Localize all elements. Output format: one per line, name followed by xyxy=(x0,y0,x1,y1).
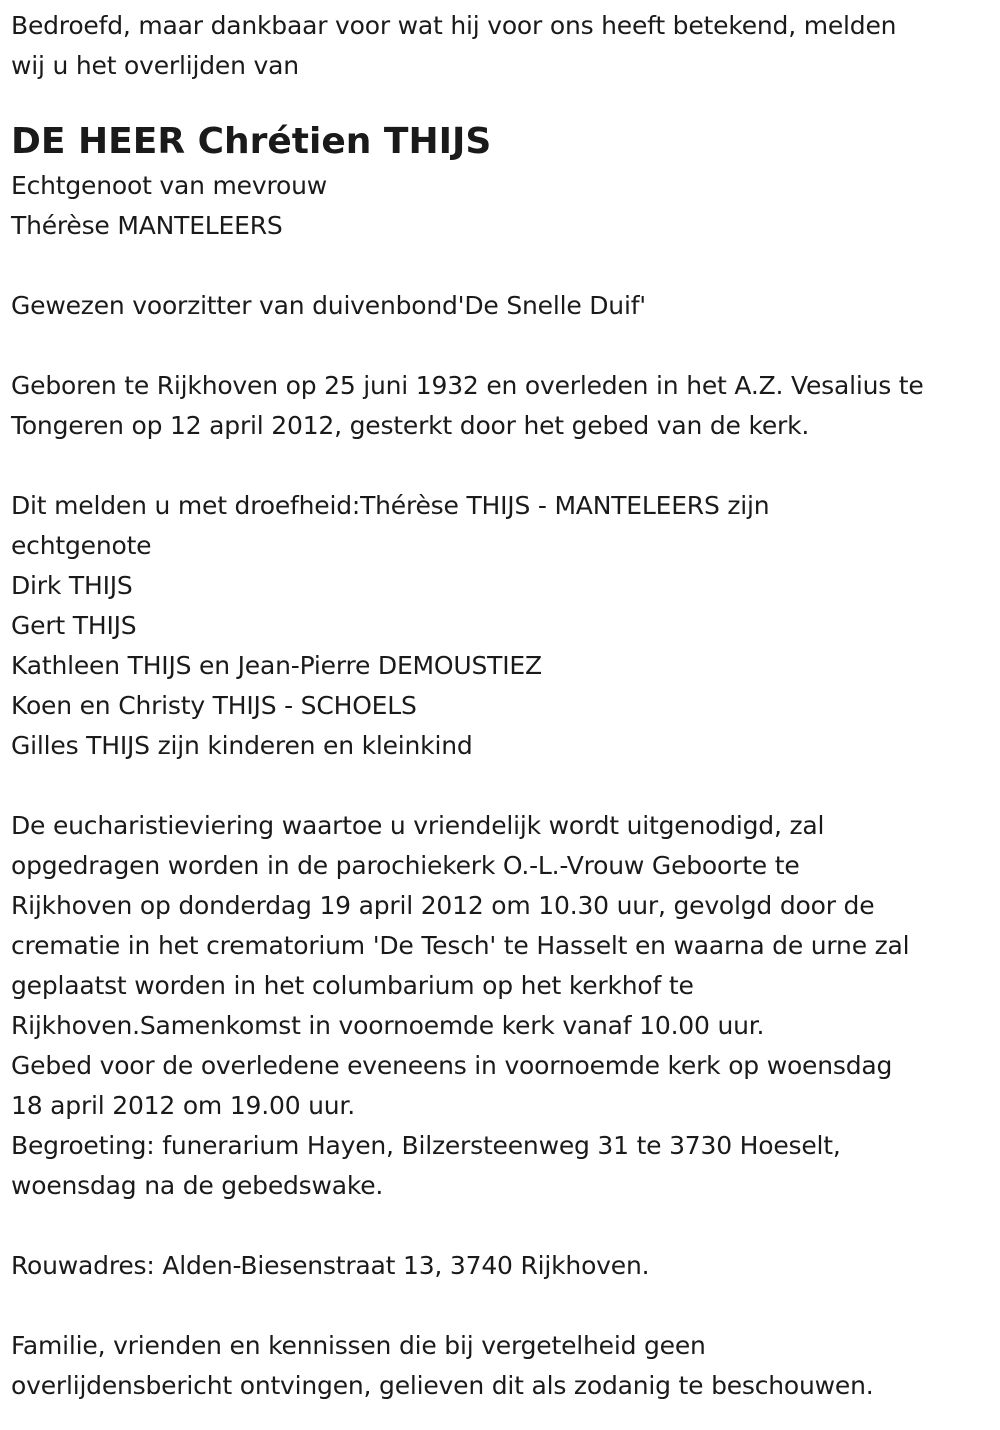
spouse-line: Thérèse MANTELEERS xyxy=(11,211,283,240)
intro-line: Bedroefd, maar dankbaar voor wat hij voor ons heeft betekend, melden xyxy=(11,11,897,40)
intro-paragraph xyxy=(11,6,990,86)
intro-line: wij u het overlijden van xyxy=(11,51,299,80)
role-paragraph xyxy=(11,286,990,326)
family-line: Gilles THIJS zijn kinderen en kleinkind xyxy=(11,731,473,760)
ceremony-line: woensdag na de gebedswake. xyxy=(11,1171,384,1200)
address-paragraph xyxy=(11,1246,990,1286)
ceremony-line: Begroeting: funerarium Hayen, Bilzersteenweg 31 te 3730 Hoeselt, xyxy=(11,1131,841,1160)
spacer xyxy=(11,1206,990,1246)
spacer xyxy=(11,246,990,286)
ceremony-paragraph xyxy=(11,806,990,1206)
ceremony-line: De eucharistieviering waartoe u vriendelijk wordt uitgenodigd, zal xyxy=(11,811,825,840)
ceremony-line: Rijkhoven.Samenkomst in voornoemde kerk vanaf 10.00 uur. xyxy=(11,1011,765,1040)
family-line: Koen en Christy THIJS - SCHOELS xyxy=(11,691,417,720)
spacer xyxy=(11,766,990,806)
birth-death-line: Geboren te Rijkhoven op 25 juni 1932 en overleden in het A.Z. Vesalius te xyxy=(11,371,924,400)
deceased-name: DE HEER Chrétien THIJS xyxy=(11,121,492,162)
spouse-paragraph xyxy=(11,166,990,246)
ceremony-line: Gebed voor de overledene eveneens in voornoemde kerk op woensdag xyxy=(11,1051,893,1080)
family-line: Gert THIJS xyxy=(11,611,137,640)
ceremony-line: 18 april 2012 om 19.00 uur. xyxy=(11,1091,355,1120)
ceremony-line: crematie in het crematorium 'De Tesch' te Hasselt en waarna de urne zal xyxy=(11,931,910,960)
spacer xyxy=(11,446,990,486)
family-line: Dit melden u met droefheid:Thérèse THIJS - MANTELEERS zijn xyxy=(11,491,770,520)
ceremony-line: opgedragen worden in de parochiekerk O.-L.-Vrouw Geboorte te xyxy=(11,851,800,880)
spouse-line: Echtgenoot van mevrouw xyxy=(11,171,327,200)
family-line: Dirk THIJS xyxy=(11,571,133,600)
family-paragraph xyxy=(11,486,990,766)
address-line: Rouwadres: Alden-Biesenstraat 13, 3740 Rijkhoven. xyxy=(11,1251,650,1280)
spacer xyxy=(11,1286,990,1326)
ceremony-line: geplaatst worden in het columbarium op het kerkhof te xyxy=(11,971,694,1000)
birth-death-line: Tongeren op 12 april 2012, gesterkt door het gebed van de kerk. xyxy=(11,411,810,440)
ceremony-line: Rijkhoven op donderdag 19 april 2012 om 10.30 uur, gevolgd door de xyxy=(11,891,875,920)
closing-line: Familie, vrienden en kennissen die bij vergetelheid geen xyxy=(11,1331,706,1360)
role-line: Gewezen voorzitter van duivenbond'De Snelle Duif' xyxy=(11,291,646,320)
spacer xyxy=(11,326,990,366)
family-line: Kathleen THIJS en Jean-Pierre DEMOUSTIEZ xyxy=(11,651,542,680)
closing-paragraph xyxy=(11,1326,990,1406)
family-line: echtgenote xyxy=(11,531,152,560)
closing-line: overlijdensbericht ontvingen, gelieven dit als zodanig te beschouwen. xyxy=(11,1371,874,1400)
birth-death-paragraph xyxy=(11,366,990,446)
